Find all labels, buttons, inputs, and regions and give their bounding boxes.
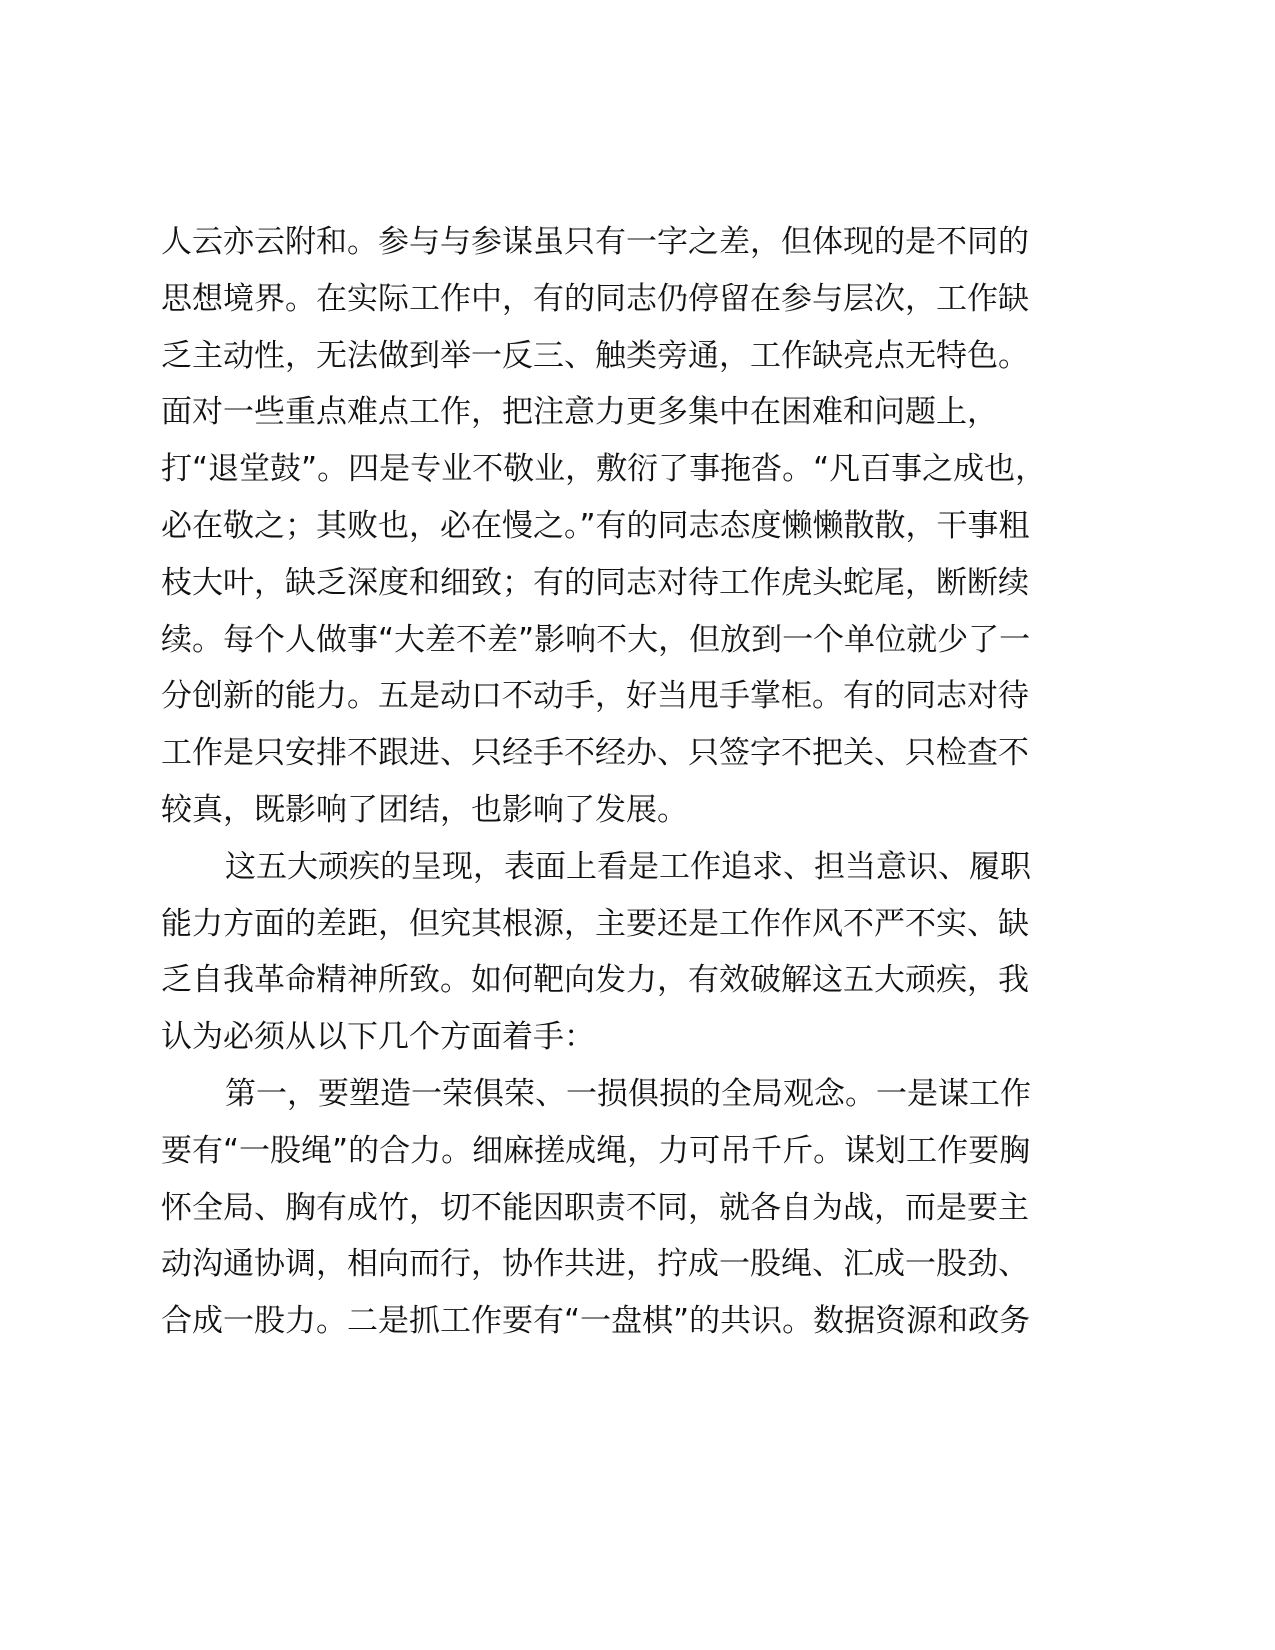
- text-line: 怀全局、胸有成竹，切不能因职责不同，就各自为战，而是要主: [161, 1189, 1029, 1226]
- body-text: [161, 214, 1121, 1350]
- text-line: 工作是只安排不跟进、只经手不经办、只签字不把关、只检查不: [161, 735, 1029, 772]
- text-line: 动沟通协调，相向而行，协作共进，拧成一股绳、汇成一股劲、: [161, 1246, 1029, 1283]
- text-line: 续。每个人做事“大差不差”影响不大，但放到一个单位就少了一: [161, 621, 1031, 658]
- text-line: 思想境界。在实际工作中，有的同志仍停留在参与层次，工作缺: [161, 280, 1029, 317]
- text-line: 要有“一股绳”的合力。细麻搓成绳，力可吊千斤。谋划工作要胸: [161, 1132, 1031, 1169]
- text-line: 较真，既影响了团结，也影响了发展。: [161, 791, 688, 828]
- text-line: 面对一些重点难点工作，把注意力更多集中在困难和问题上，: [161, 394, 998, 431]
- paragraph-first-line: 第一，要塑造一荣俱荣、一损俱损的全局观念。一是谋工作: [225, 1075, 1031, 1112]
- text-line: 必在敬之；其败也，必在慢之。”有的同志态度懒懒散散，干事粗: [161, 507, 1030, 544]
- text-line: 乏自我革命精神所致。如何靶向发力，有效破解这五大顽疾，我: [161, 962, 1029, 999]
- text-line: 认为必须从以下几个方面着手：: [161, 1019, 595, 1056]
- text-line: 乏主动性，无法做到举一反三、触类旁通，工作缺亮点无特色。: [161, 337, 1029, 374]
- text-line: 人云亦云附和。参与与参谋虽只有一字之差，但体现的是不同的: [161, 224, 1029, 260]
- text-line: 打“退堂鼓”。四是专业不敬业，敷衍了事拖沓。“凡百事之成也，: [161, 451, 1047, 488]
- text-line: 合成一股力。二是抓工作要有“一盘棋”的共识。数据资源和政务: [161, 1303, 1031, 1340]
- paragraph-first-line: 这五大顽疾的呈现，表面上看是工作追求、担当意识、履职: [225, 848, 1031, 885]
- text-line: 分创新的能力。五是动口不动手，好当甩手掌柜。有的同志对待: [161, 678, 1029, 715]
- text-line: 枝大叶，缺乏深度和细致；有的同志对待工作虎头蛇尾，断断续: [161, 564, 1029, 601]
- text-line: 能力方面的差距，但究其根源，主要还是工作作风不严不实、缺: [161, 905, 1029, 942]
